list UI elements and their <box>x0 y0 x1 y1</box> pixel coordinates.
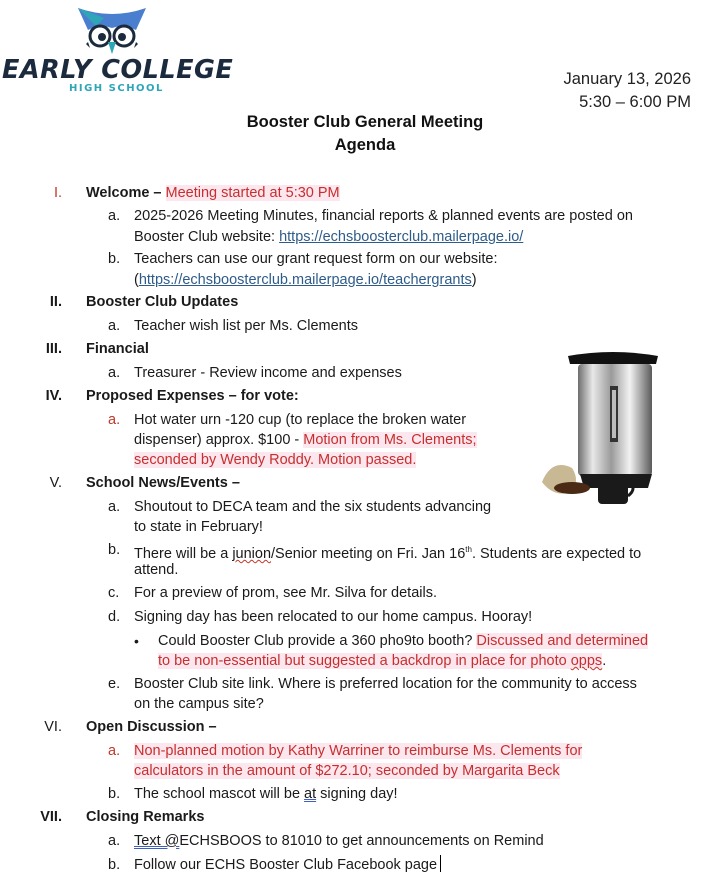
grammar-flag[interactable]: at <box>304 786 317 802</box>
page-subtitle: Agenda <box>334 136 396 154</box>
grammar-flag[interactable]: Text @ <box>134 833 180 849</box>
section-heading-financial: Financial <box>86 341 149 357</box>
discussion-note <box>158 653 602 669</box>
section-numeral: VII. <box>40 809 62 825</box>
item-text: Booster Club site link. Where is preferred location for the community to access <box>134 676 637 692</box>
item-text-part: ) <box>471 272 477 288</box>
section-numeral: VI. <box>44 719 62 735</box>
item-text: Teacher wish list per Ms. Clements <box>134 318 359 334</box>
item-text: to state in February! <box>134 519 263 535</box>
hot-water-urn-photo <box>528 350 692 508</box>
item-text <box>134 227 523 247</box>
section-heading-school-news: School News/Events – <box>86 475 240 491</box>
meeting-start-note: Meeting started at 5:30 PM <box>165 185 340 201</box>
section-heading-expenses: Proposed Expenses – for vote: <box>86 388 299 404</box>
page-title: Booster Club General Meeting <box>246 113 484 131</box>
bullet-text <box>158 631 648 651</box>
motion-note: calculators in the amount of $272.10; seconded by Margarita Beck <box>134 763 560 779</box>
item-text-part: /Senior meeting on Fri. Jan 16 <box>271 545 466 562</box>
section-heading-updates: Booster Club Updates <box>86 294 239 310</box>
item-letter: a. <box>108 499 121 515</box>
item-text-part: to be non-essential but suggested a backdrop in place for photo <box>158 653 571 669</box>
heading-text: Welcome – <box>86 185 166 201</box>
section-numeral: V. <box>49 475 62 491</box>
urn-illustration <box>528 350 692 508</box>
bullet-icon: • <box>134 633 139 649</box>
item-text-part: . <box>602 653 607 669</box>
item-text-part: Follow our ECHS Booster Club Facebook page <box>134 857 438 873</box>
spelling-flag[interactable]: opps <box>570 653 603 669</box>
item-letter: a. <box>108 208 121 224</box>
school-logo <box>2 4 234 96</box>
discussion-note: Discussed and determined <box>476 633 649 649</box>
motion-note: seconded by Wendy Roddy. Motion passed. <box>134 452 417 468</box>
logo-subtitle: HIGH SCHOOL <box>69 83 164 94</box>
item-letter: b. <box>108 857 121 873</box>
meeting-datetime <box>563 68 691 114</box>
item-letter: d. <box>108 609 121 625</box>
item-letter: a. <box>108 318 121 334</box>
section-numeral: III. <box>45 341 62 357</box>
item-text <box>134 761 560 781</box>
item-text <box>134 741 582 761</box>
item-text-part: The school mascot will be <box>134 786 305 802</box>
item-letter: c. <box>108 585 120 601</box>
section-numeral: I. <box>53 185 62 201</box>
item-text: Signing day has been relocated to our home campus. Hooray! <box>134 609 533 625</box>
motion-note: Non-planned motion by Kathy Warriner to reimburse Ms. Clements for <box>134 743 583 759</box>
bullet-text <box>158 651 606 671</box>
item-letter: e. <box>108 676 121 692</box>
section-numeral: IV. <box>45 388 62 404</box>
item-text-part: Booster Club website: <box>134 229 280 245</box>
item-text-part: signing day! <box>316 786 398 802</box>
item-letter: a. <box>108 743 121 759</box>
item-text: attend. <box>134 562 179 578</box>
item-text-part: . Students are expected to <box>471 545 642 562</box>
item-text: Shoutout to DECA team and the six students advancing <box>134 499 492 515</box>
item-letter: a. <box>108 412 121 428</box>
item-letter: b. <box>108 786 121 802</box>
booster-website-link[interactable]: https://echsboosterclub.mailerpage.io/ <box>279 229 524 245</box>
item-text: on the campus site? <box>134 696 264 712</box>
item-text-part: ( <box>134 272 139 288</box>
item-text: Hot water urn -120 cup (to replace the broken water <box>134 412 467 428</box>
item-letter: b. <box>108 251 121 267</box>
teacher-grants-link[interactable]: https://echsboosterclub.mailerpage.io/teachergrants <box>138 272 472 288</box>
ordinal-suffix: th <box>465 545 472 554</box>
text-cursor <box>440 855 441 872</box>
item-text <box>134 430 477 450</box>
spelling-flag[interactable]: junion <box>232 545 272 562</box>
item-text <box>134 540 641 564</box>
motion-note: Motion from Ms. Clements; <box>303 432 477 448</box>
document-title <box>195 111 535 157</box>
item-text <box>134 831 544 851</box>
item-text-part: ECHSBOOS to 81010 to get announcements on Remind <box>179 833 544 849</box>
section-heading-closing: Closing Remarks <box>86 809 205 825</box>
item-letter: b. <box>108 542 121 558</box>
item-text-part: Could Booster Club provide a 360 pho9to booth? <box>158 633 477 649</box>
logo-wordmark: EARLY COLLEGE <box>2 55 234 85</box>
section-heading-welcome <box>86 183 340 203</box>
owl-mascot-icon <box>74 4 150 56</box>
item-text <box>134 784 398 804</box>
item-text-part: There will be a <box>134 545 233 562</box>
section-heading-open-discussion: Open Discussion – <box>86 719 217 735</box>
item-letter: a. <box>108 365 121 381</box>
meeting-date: January 13, 2026 <box>563 70 691 88</box>
meeting-time: 5:30 – 6:00 PM <box>579 93 691 111</box>
item-text-part: dispenser) approx. $100 - <box>134 432 304 448</box>
item-text[interactable] <box>134 855 441 875</box>
item-text: Teachers can use our grant request form on our website: <box>134 251 498 267</box>
item-letter: a. <box>108 833 121 849</box>
item-text: 2025-2026 Meeting Minutes, financial reports & planned events are posted on <box>134 208 633 224</box>
item-text: Treasurer - Review income and expenses <box>134 365 402 381</box>
item-text <box>134 450 416 470</box>
item-text <box>134 270 477 290</box>
section-numeral: II. <box>49 294 62 310</box>
item-text: For a preview of prom, see Mr. Silva for details. <box>134 585 437 601</box>
